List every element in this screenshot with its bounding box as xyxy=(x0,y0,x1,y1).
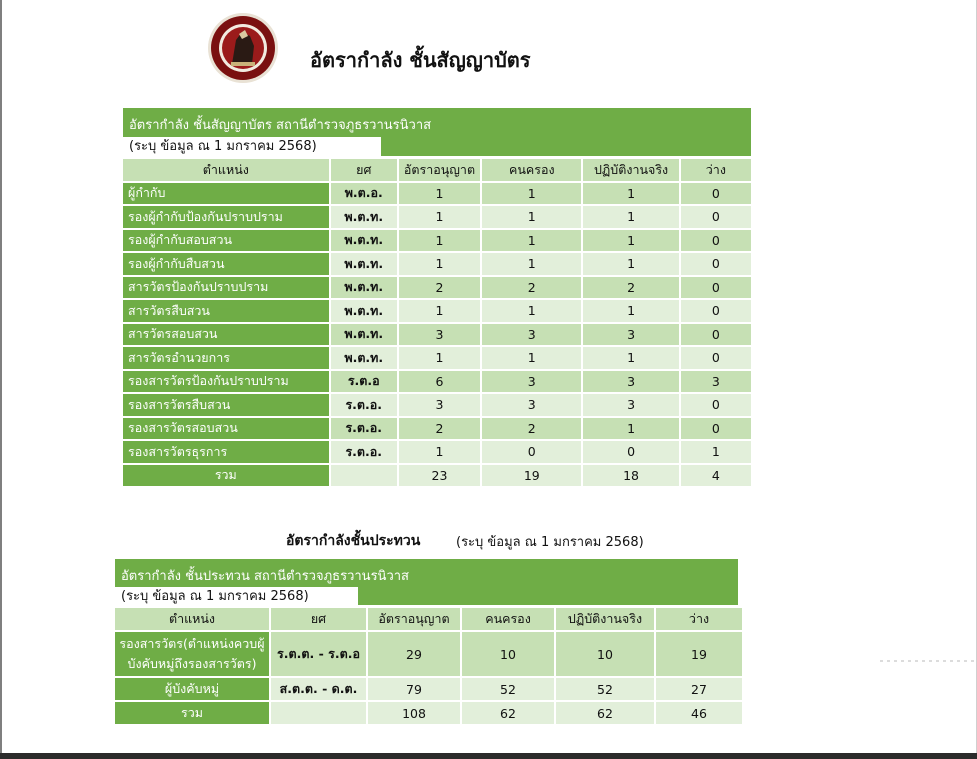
rank-cell: ร.ต.อ. xyxy=(331,441,397,463)
column-header-vacant: ว่าง xyxy=(681,159,751,181)
total-rank-cell xyxy=(271,702,366,724)
page-bottom-border xyxy=(0,753,977,759)
on-duty-cell: 1 xyxy=(583,230,678,252)
total-rank-cell xyxy=(331,465,397,487)
occupied-cell: 2 xyxy=(482,418,581,440)
column-header-occupied: คนครอง xyxy=(462,608,554,630)
authorized-cell: 3 xyxy=(399,324,480,346)
on-duty-cell: 1 xyxy=(583,253,678,275)
total-row xyxy=(115,702,742,724)
total-vacant: 46 xyxy=(656,702,742,724)
authorized-cell: 1 xyxy=(399,441,480,463)
occupied-cell: 10 xyxy=(462,632,554,676)
column-header-on-duty: ปฏิบัติงานจริง xyxy=(556,608,654,630)
rank-cell: พ.ต.ท. xyxy=(331,230,397,252)
vacant-cell: 0 xyxy=(681,183,751,205)
table-row xyxy=(123,324,751,346)
occupied-cell: 3 xyxy=(482,324,581,346)
occupied-cell: 1 xyxy=(482,183,581,205)
position-cell: รองผู้กำกับสอบสวน xyxy=(123,230,329,252)
column-header-position: ตำแหน่ง xyxy=(115,608,269,630)
table1-title: อัตรากำลัง ชั้นสัญญาบัตร สถานีตำรวจภูธรวานรนิวาส xyxy=(129,118,432,133)
position-cell: รองสารวัตรป้องกันปราบปราม xyxy=(123,371,329,393)
occupied-cell: 1 xyxy=(482,300,581,322)
total-on-duty: 18 xyxy=(583,465,678,487)
column-header-occupied: คนครอง xyxy=(482,159,581,181)
total-row xyxy=(123,465,751,487)
table1-header-band xyxy=(123,108,751,156)
authorized-cell: 2 xyxy=(399,418,480,440)
position-cell: ผู้กำกับ xyxy=(123,183,329,205)
position-cell: รองสารวัตรสืบสวน xyxy=(123,394,329,416)
total-occupied: 19 xyxy=(482,465,581,487)
on-duty-cell: 1 xyxy=(583,206,678,228)
total-label: รวม xyxy=(115,702,269,724)
column-header-authorized: อัตราอนุญาต xyxy=(368,608,460,630)
authorized-cell: 1 xyxy=(399,300,480,322)
on-duty-cell: 3 xyxy=(583,371,678,393)
rank-cell: ร.ต.อ. xyxy=(331,394,397,416)
page-title: อัตรากำลัง ชั้นสัญญาบัตร xyxy=(310,48,531,72)
table2-header-band xyxy=(115,559,738,605)
on-duty-cell: 2 xyxy=(583,277,678,299)
table-row xyxy=(123,371,751,393)
vacant-cell: 3 xyxy=(681,371,751,393)
occupied-cell: 1 xyxy=(482,253,581,275)
position-cell: รองสารวัตรสอบสวน xyxy=(123,418,329,440)
on-duty-cell: 3 xyxy=(583,324,678,346)
occupied-cell: 0 xyxy=(482,441,581,463)
table-row xyxy=(123,441,751,463)
rank-cell: ร.ต.อ xyxy=(331,371,397,393)
vacant-cell: 0 xyxy=(681,324,751,346)
authorized-cell: 1 xyxy=(399,183,480,205)
position-cell: รองสารวัตร(ตำแหน่งควบผู้บังคับหมู่ถึงรองสารวัตร) xyxy=(115,632,269,676)
section2-date-note: (ระบุ ข้อมูล ณ 1 มกราคม 2568) xyxy=(456,535,644,550)
rank-cell: พ.ต.อ. xyxy=(331,183,397,205)
page-left-border xyxy=(0,0,2,759)
vacant-cell: 0 xyxy=(681,206,751,228)
position-cell: ผู้บังคับหมู่ xyxy=(115,678,269,700)
column-header-position: ตำแหน่ง xyxy=(123,159,329,181)
table2-title: อัตรากำลัง ชั้นประทวน สถานีตำรวจภูธรวานรนิวาส xyxy=(121,569,409,584)
table-header-row xyxy=(123,159,751,181)
column-header-rank: ยศ xyxy=(331,159,397,181)
vacant-cell: 0 xyxy=(681,418,751,440)
total-authorized: 23 xyxy=(399,465,480,487)
authorized-cell: 1 xyxy=(399,230,480,252)
authorized-cell: 1 xyxy=(399,206,480,228)
commissioned-officers-table xyxy=(121,157,753,488)
position-cell: รองสารวัตรธุรการ xyxy=(123,441,329,463)
occupied-cell: 52 xyxy=(462,678,554,700)
authorized-cell: 3 xyxy=(399,394,480,416)
section2-title: อัตรากำลังชั้นประทวน xyxy=(286,533,421,549)
on-duty-cell: 0 xyxy=(583,441,678,463)
rank-cell: พ.ต.ท. xyxy=(331,277,397,299)
occupied-cell: 3 xyxy=(482,371,581,393)
table-row xyxy=(123,394,751,416)
table-row xyxy=(115,632,742,676)
on-duty-cell: 3 xyxy=(583,394,678,416)
occupied-cell: 1 xyxy=(482,230,581,252)
table-row xyxy=(123,206,751,228)
total-vacant: 4 xyxy=(681,465,751,487)
rank-cell: ส.ต.ต. - ด.ต. xyxy=(271,678,366,700)
column-header-on-duty: ปฏิบัติงานจริง xyxy=(583,159,678,181)
table1-date-note: (ระบุ ข้อมูล ณ 1 มกราคม 2568) xyxy=(123,137,381,156)
vacant-cell: 0 xyxy=(681,394,751,416)
table-row xyxy=(123,418,751,440)
rank-cell: พ.ต.ท. xyxy=(331,206,397,228)
rank-cell: ร.ต.ต. - ร.ต.อ xyxy=(271,632,366,676)
total-on-duty: 62 xyxy=(556,702,654,724)
total-label: รวม xyxy=(123,465,329,487)
rank-cell: ร.ต.อ. xyxy=(331,418,397,440)
authorized-cell: 6 xyxy=(399,371,480,393)
rank-cell: พ.ต.ท. xyxy=(331,347,397,369)
vacant-cell: 0 xyxy=(681,253,751,275)
table2-date-note: (ระบุ ข้อมูล ณ 1 มกราคม 2568) xyxy=(115,587,358,606)
vacant-cell: 27 xyxy=(656,678,742,700)
on-duty-cell: 1 xyxy=(583,347,678,369)
on-duty-cell: 10 xyxy=(556,632,654,676)
authorized-cell: 1 xyxy=(399,253,480,275)
rank-cell: พ.ต.ท. xyxy=(331,324,397,346)
occupied-cell: 1 xyxy=(482,206,581,228)
authorized-cell: 2 xyxy=(399,277,480,299)
on-duty-cell: 1 xyxy=(583,300,678,322)
on-duty-cell: 52 xyxy=(556,678,654,700)
table-row xyxy=(115,678,742,700)
vacant-cell: 0 xyxy=(681,300,751,322)
position-cell: รองผู้กำกับป้องกันปราบปราม xyxy=(123,206,329,228)
table-row xyxy=(123,300,751,322)
position-cell: สารวัตรสืบสวน xyxy=(123,300,329,322)
vacant-cell: 0 xyxy=(681,230,751,252)
position-cell: สารวัตรอำนวยการ xyxy=(123,347,329,369)
faint-dotted-mark xyxy=(880,660,975,662)
table-header-row xyxy=(115,608,742,630)
position-cell: สารวัตรสอบสวน xyxy=(123,324,329,346)
rank-cell: พ.ต.ท. xyxy=(331,300,397,322)
non-commissioned-officers-table xyxy=(113,606,744,726)
column-header-rank: ยศ xyxy=(271,608,366,630)
rank-cell: พ.ต.ท. xyxy=(331,253,397,275)
vacant-cell: 0 xyxy=(681,347,751,369)
position-cell: สารวัตรป้องกันปราบปราม xyxy=(123,277,329,299)
on-duty-cell: 1 xyxy=(583,183,678,205)
occupied-cell: 3 xyxy=(482,394,581,416)
total-authorized: 108 xyxy=(368,702,460,724)
authorized-cell: 79 xyxy=(368,678,460,700)
table-row xyxy=(123,277,751,299)
table-row xyxy=(123,230,751,252)
position-cell: รองผู้กำกับสืบสวน xyxy=(123,253,329,275)
vacant-cell: 0 xyxy=(681,277,751,299)
table-row xyxy=(123,347,751,369)
vacant-cell: 19 xyxy=(656,632,742,676)
table-row xyxy=(123,253,751,275)
total-occupied: 62 xyxy=(462,702,554,724)
vacant-cell: 1 xyxy=(681,441,751,463)
table-row xyxy=(123,183,751,205)
authorized-cell: 1 xyxy=(399,347,480,369)
column-header-authorized: อัตราอนุญาต xyxy=(399,159,480,181)
on-duty-cell: 1 xyxy=(583,418,678,440)
occupied-cell: 1 xyxy=(482,347,581,369)
police-emblem-logo xyxy=(206,12,280,84)
occupied-cell: 2 xyxy=(482,277,581,299)
authorized-cell: 29 xyxy=(368,632,460,676)
column-header-vacant: ว่าง xyxy=(656,608,742,630)
